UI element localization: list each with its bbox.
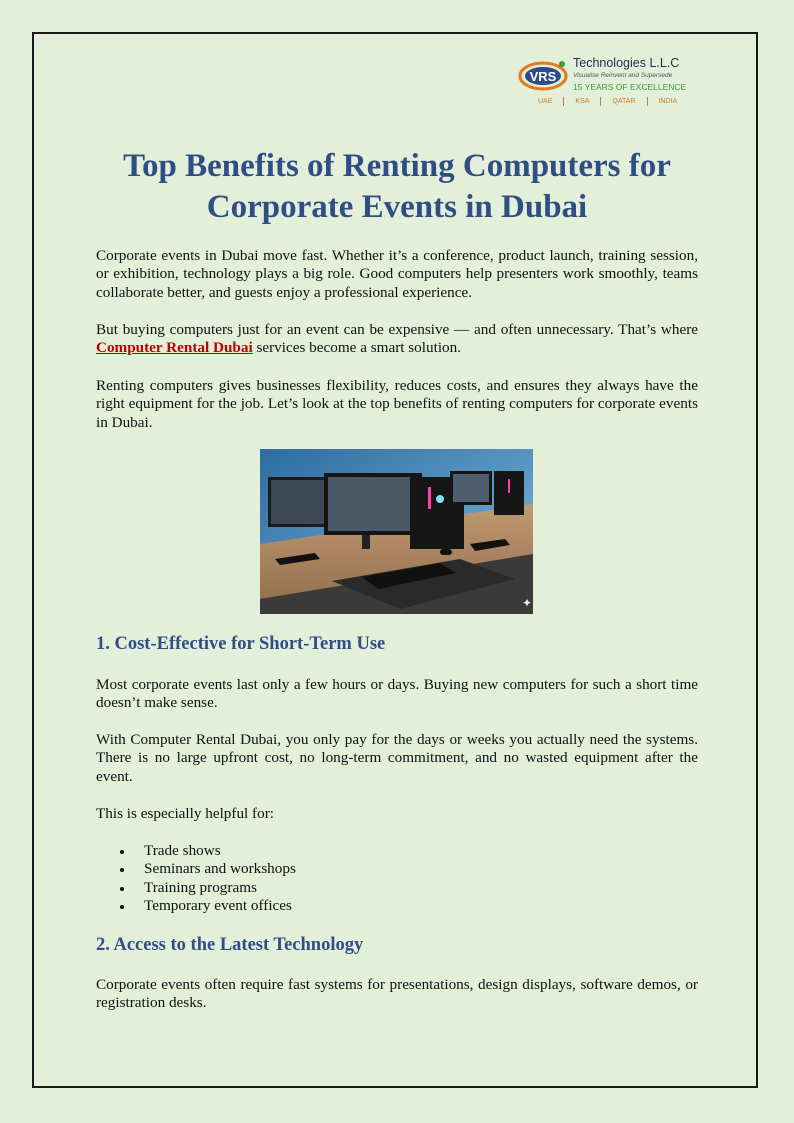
list-item: Seminars and workshops bbox=[96, 860, 296, 878]
logo-regions bbox=[530, 97, 688, 106]
logo-tagline: Visualise Reinvent and Supersede bbox=[573, 72, 673, 79]
svg-text:✦: ✦ bbox=[522, 596, 533, 610]
intro-paragraph-2-end: services become a smart solution. bbox=[252, 339, 462, 357]
section-1-paragraph-3: This is especially helpful for: bbox=[96, 805, 274, 822]
logo-company-name: Technologies L.L.C bbox=[573, 56, 680, 70]
logo-mark-text: VRS bbox=[529, 69, 557, 84]
benefit-list bbox=[96, 842, 296, 916]
section-1-paragraph-1: Most corporate events last only a few hours or days. Buying new computers for such a short time doesn’t make sense. bbox=[96, 676, 698, 712]
company-logo bbox=[518, 52, 708, 112]
list-item: Temporary event offices bbox=[96, 897, 296, 915]
document-title: Top Benefits of Renting Computers for Corporate Events in Dubai bbox=[123, 148, 671, 225]
computer-rental-dubai-link[interactable]: Computer Rental Dubai bbox=[96, 339, 253, 357]
list-item: Trade shows bbox=[96, 842, 296, 860]
logo-years-badge: 15 YEARS OF EXCELLENCE bbox=[573, 82, 687, 92]
section-2-paragraph-1: Corporate events often require fast systems for presentations, design displays, software demos, or registration desks. bbox=[96, 976, 698, 1012]
section-2-heading: 2. Access to the Latest Technology bbox=[96, 935, 364, 955]
section-1-heading: 1. Cost-Effective for Short-Term Use bbox=[96, 634, 386, 654]
intro-paragraph-2-start: But buying computers just for an event can be expensive — and often unnecessary. That’s where bbox=[96, 321, 698, 338]
region-uae: UAE bbox=[538, 98, 553, 105]
intro-paragraph-2 bbox=[96, 321, 698, 358]
computer-setup-photo bbox=[260, 449, 533, 614]
region-ksa: KSA bbox=[563, 97, 600, 106]
section-1-paragraph-2: With Computer Rental Dubai, you only pay for the days or weeks you actually need the systems. There is no large upfront cost, no long-term commitment, and no wasted equipment after the event. bbox=[96, 731, 698, 785]
intro-paragraph-3: Renting computers gives businesses flexibility, reduces costs, and ensures they always have the right equipment for the job. Let’s look at the top benefits of renting computers for corporate events in Dubai. bbox=[96, 377, 698, 431]
vrs-logo-icon bbox=[518, 56, 572, 96]
list-item: Training programs bbox=[96, 879, 296, 897]
region-india: INDIA bbox=[647, 97, 689, 106]
intro-paragraph-1: Corporate events in Dubai move fast. Whether it’s a conference, product launch, training session, or exhibition, technology plays a big role. Good computers help presenters work smoothly, teams collaborate better, and guests enjoy a professional experience. bbox=[96, 247, 698, 301]
region-qatar: QATAR bbox=[600, 97, 646, 106]
